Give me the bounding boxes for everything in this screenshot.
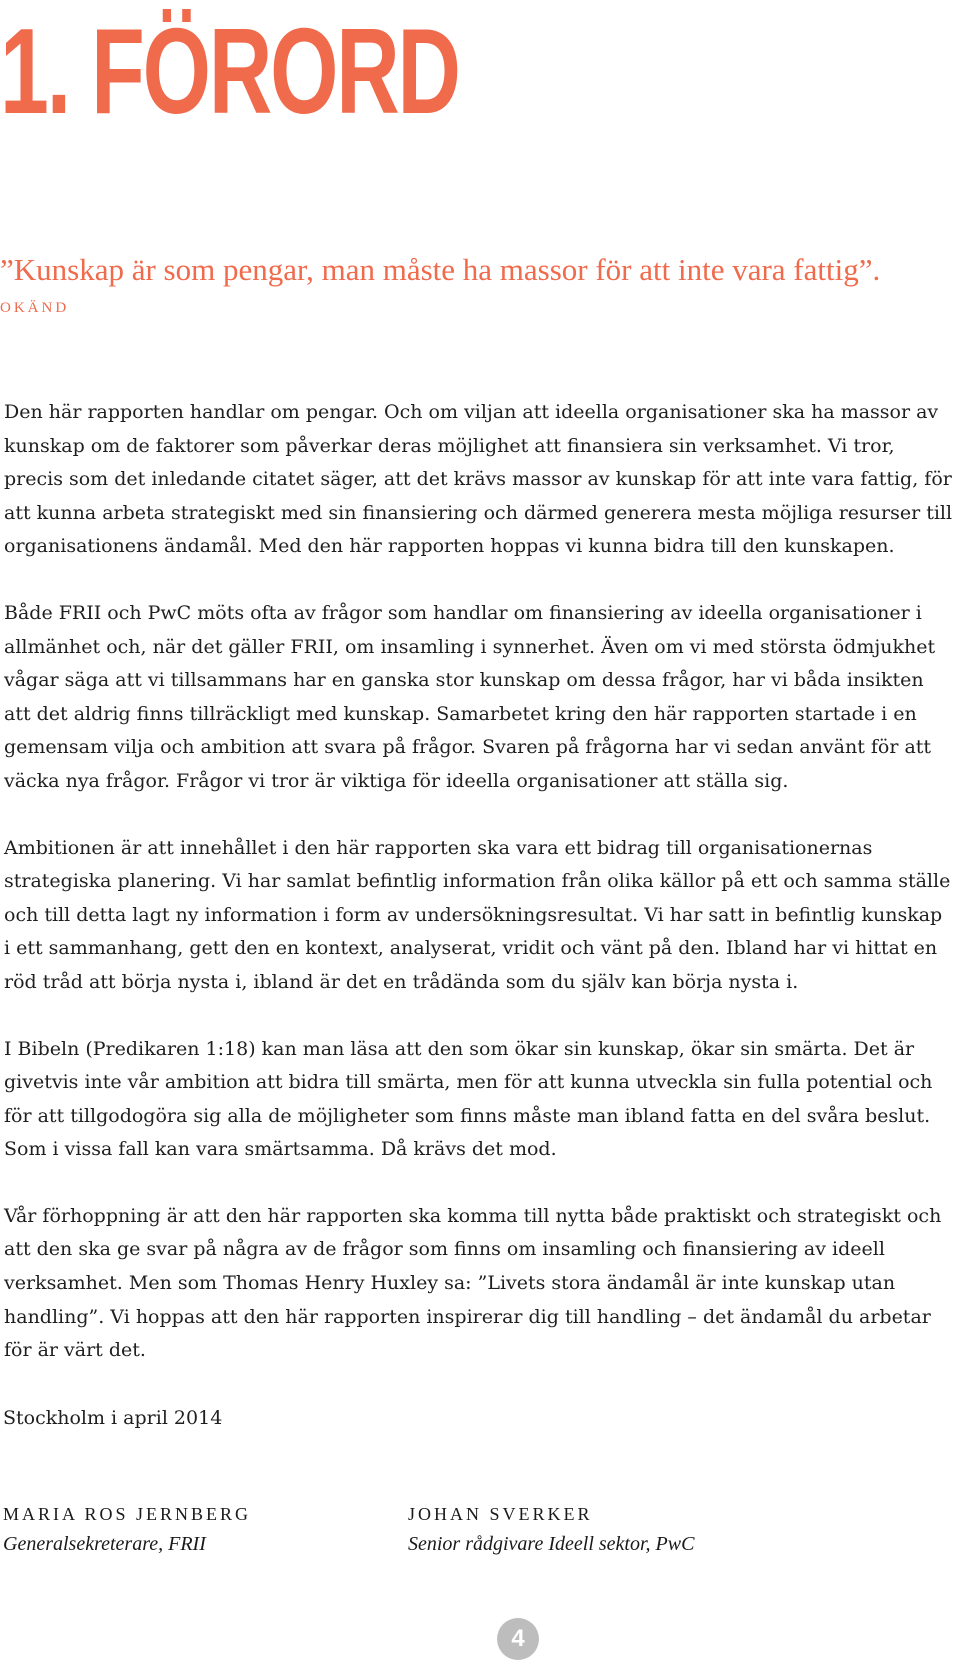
signatory-2 [408, 1504, 694, 1556]
quote-author: OKÄND [0, 300, 70, 316]
page-number: 4 [497, 1618, 539, 1660]
paragraph: Ambitionen är att innehållet i den här rapporten ska vara ett bidrag till organisationernas strategiska planering. Vi har samlat befintlig information från olika källor på ett och samma ställe och till detta lagt ny information i form av undersökningsresultat. Vi har satt in befintlig kunskap i ett sammanhang, gett den en kontext, analyserat, vridit och vänt på den. Ibland har vi hittat en röd tråd att börja nysta i, ibland är det en trådända som du själv kan börja nysta i. [4, 836, 951, 993]
paragraph: Den här rapporten handlar om pengar. Och om viljan att ideella organisationer ska ha massor av kunskap om de faktorer som påverkar deras möjlighet att finansiera sin verksamhet. Vi tror, precis som det inledande citatet säger, att det krävs massor av kunskap för att inte vara fattig, för att kunna arbeta strategiskt med sin finansiering och därmed generera mesta möjliga resurser till organisationens ändamål. Med den här rapporten hoppas vi kunna bidra till den kunskapen. [4, 401, 953, 558]
epigraph [0, 250, 960, 317]
signatory-role: Generalsekreterare, FRII [3, 1533, 206, 1555]
paragraph: Vår förhoppning är att den här rapporten ska komma till nytta både praktiskt och strategiskt och att den ska ge svar på några av de frågor som finns om insamling och finansiering av ideell verksamhet. Men som Thomas Henry Huxley sa: ”Livets stora ändamål är inte kunskap utan handling”. Vi hoppas att den här rapporten inspirerar dig till handling – det ändamål du arbetar för är värt det. [4, 1204, 942, 1362]
signatory-role: Senior rådgivare Ideell sektor, PwC [408, 1533, 695, 1555]
page-title: 1. FÖRORD [0, 3, 459, 139]
signatory-name: MARIA ROS JERNBERG [3, 1504, 252, 1524]
quote-text: ”Kunskap är som pengar, man måste ha massor för att inte vara fattig”. [0, 252, 881, 287]
closing-place-date: Stockholm i april 2014 [3, 1407, 223, 1429]
signatory-1 [3, 1504, 251, 1556]
paragraph: Både FRII och PwC möts ofta av frågor som handlar om finansiering av ideella organisationer i allmänhet och, när det gäller FRII, om insamling i synnerhet. Även om vi med största ödmjukhet vågar säga att vi tillsammans har en ganska stor kunskap om dessa frågor, har vi båda insikten att det aldrig finns tillräckligt med kunskap. Samarbetet kring den här rapporten startade i en gemensam vilja och ambition att svara på frågor. Svaren på frågorna har vi sedan använt för att väcka nya frågor. Frågor vi tror är viktiga för ideella organisationer att ställa sig. [4, 601, 936, 792]
paragraph: I Bibeln (Predikaren 1:18) kan man läsa att den som ökar sin kunskap, ökar sin smärta. Det är givetvis inte vår ambition att bidra till smärta, men för att kunna utveckla sin fulla potential och för att tillgodogöra sig alla de möjligheter som finns måste man ibland fatta en del svåra beslut. Som i vissa fall kan vara smärtsamma. Då krävs det mod. [4, 1037, 933, 1161]
body-text [4, 396, 954, 1401]
signatory-name: JOHAN SVERKER [408, 1504, 593, 1524]
